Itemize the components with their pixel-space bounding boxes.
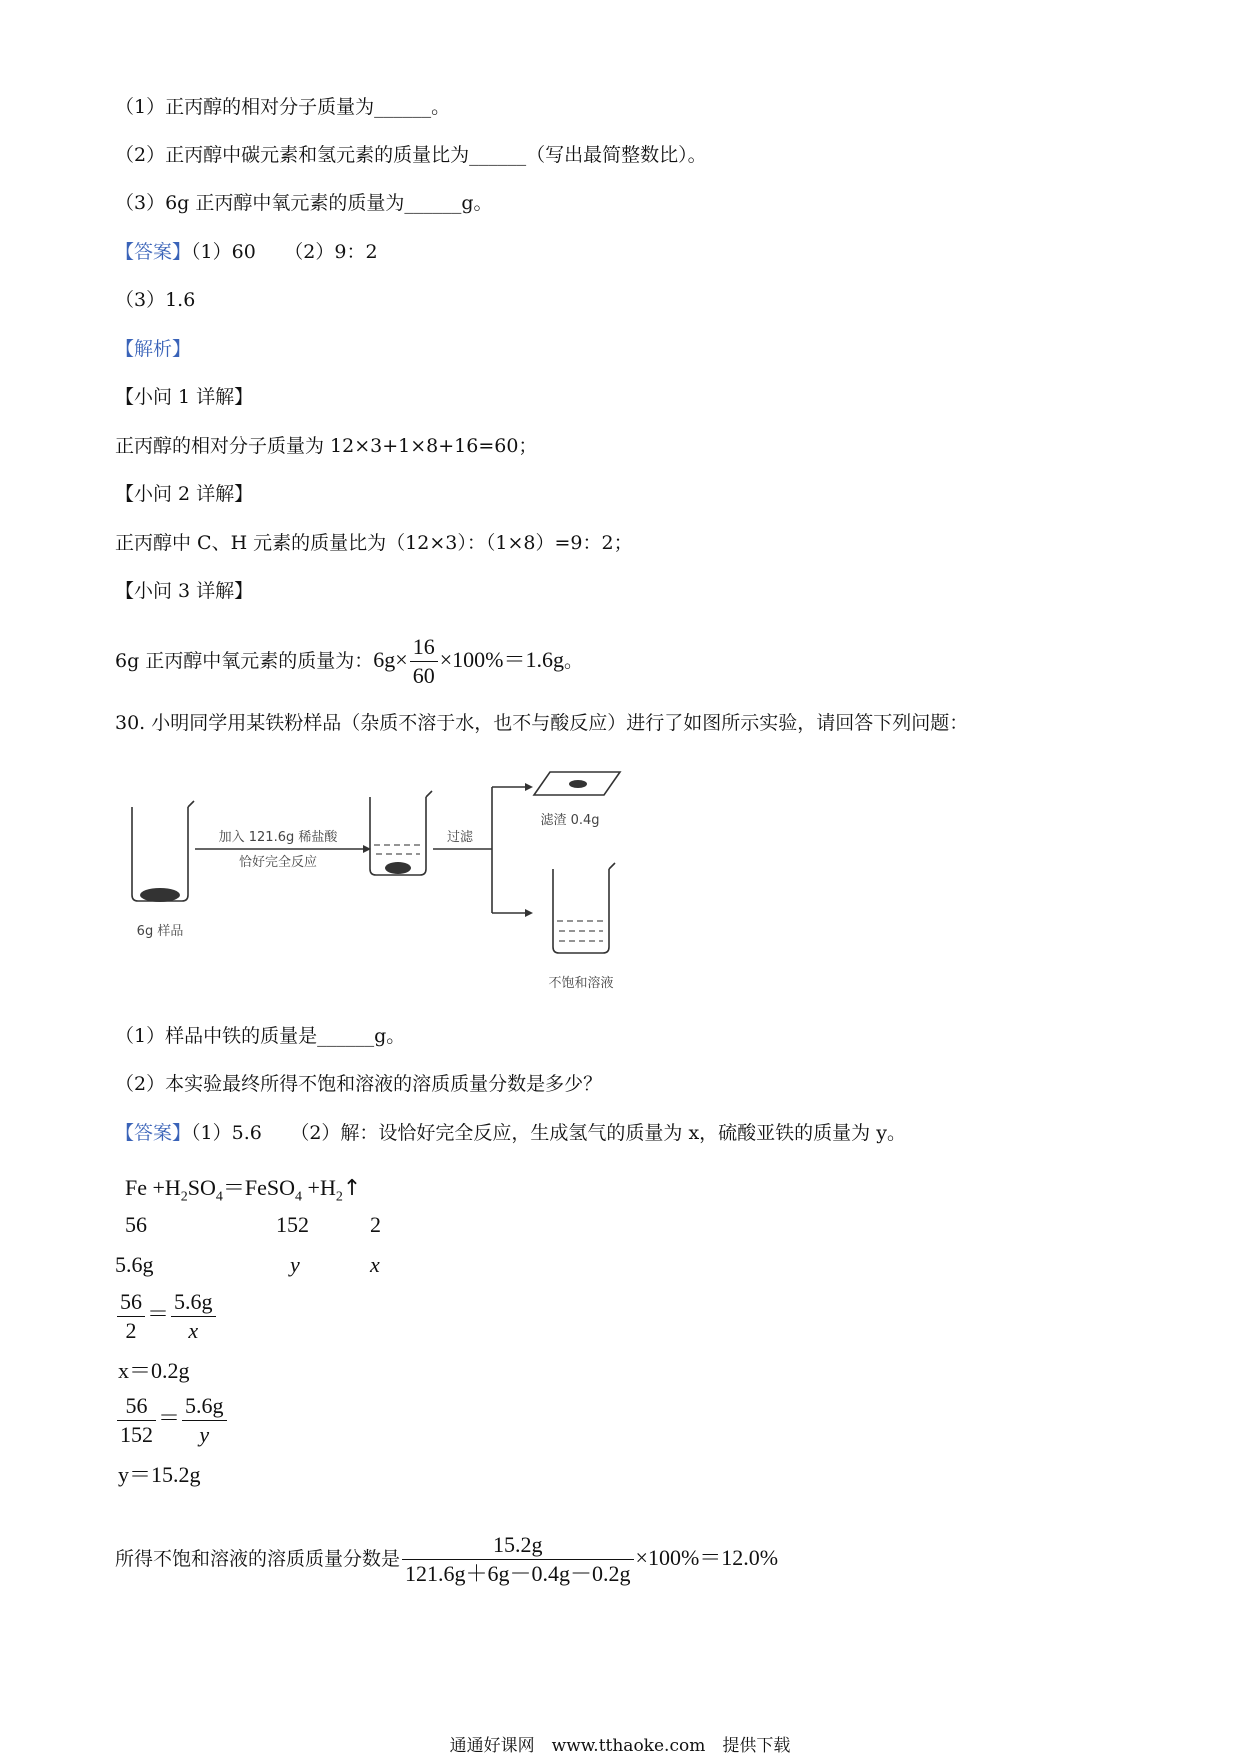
residue-in-beaker	[385, 862, 411, 874]
eq-h2: +H	[307, 1175, 336, 1200]
experiment-diagram	[120, 765, 700, 995]
answer-tag: 【答案】	[115, 1122, 192, 1144]
solution-label: 不饱和溶液	[548, 976, 614, 991]
denominator: y	[199, 1422, 210, 1447]
q30-part1: （1）样品中铁的质量是______g。	[115, 1025, 406, 1047]
numerator: 56	[117, 1288, 145, 1317]
sub3-body	[115, 630, 583, 691]
proportion-x: $\frac{56}{2}$ ＝ $\frac{5.6g}{x}$	[115, 1288, 218, 1345]
ratio-152: 152	[276, 1212, 309, 1237]
fraction	[171, 1288, 216, 1345]
q29-part2: （2）正丙醇中碳元素和氢元素的质量比为______（写出最简整数比）。	[115, 144, 707, 166]
var-y: y	[290, 1252, 300, 1277]
liquid-lines	[374, 845, 605, 941]
arrow-up-head	[525, 783, 533, 791]
eq-sub: 4	[215, 1189, 223, 1205]
answer-text: （1）5.6 （2）解：设恰好完全反应，生成氢气的质量为 x，硫酸亚铁的质量为 y。	[191, 1122, 906, 1144]
sub3-m1: 6g×	[373, 647, 408, 672]
q29-part1: （1）正丙醇的相对分子质量为______。	[115, 96, 451, 118]
sub3-prefix: 6g 正丙醇中氧元素的质量为：	[115, 650, 374, 672]
sub2-title: 【小问 2 详解】	[115, 483, 254, 505]
denominator: 152	[120, 1422, 153, 1447]
sub3-title: 【小问 3 详解】	[115, 580, 254, 602]
proportion-y: $\frac{56}{152}$ ＝ $\frac{5.6g}{y}$	[115, 1392, 229, 1449]
sample-label: 6g 样品	[136, 924, 184, 939]
q29-answer	[115, 239, 378, 265]
eq-feso: ＝FeSO	[222, 1175, 296, 1200]
sub3-end: 。	[563, 650, 583, 672]
fraction	[117, 1288, 145, 1345]
answer-text: （1）60 （2）9：2	[191, 241, 378, 263]
y-result: y＝15.2g	[118, 1462, 201, 1487]
fraction	[182, 1392, 227, 1449]
residue-on-filter	[569, 780, 587, 788]
denominator: x	[188, 1318, 199, 1343]
filter-label: 过滤	[446, 830, 474, 845]
sub3-fraction	[410, 633, 438, 690]
numerator: 5.6g	[171, 1288, 216, 1317]
answer-tag: 【答案】	[115, 241, 192, 263]
sub3-m2: ×100%＝1.6g	[439, 647, 564, 672]
final-formula	[400, 1532, 779, 1587]
sub3-numerator: 16	[410, 633, 438, 662]
arrow-down-head	[525, 909, 533, 917]
chemical-equation	[125, 1172, 361, 1213]
fraction	[402, 1531, 634, 1588]
final-result	[115, 1526, 778, 1591]
sub1-body: 正丙醇的相对分子质量为 12×3+1×8+16=60；	[115, 435, 538, 457]
var-x: x	[370, 1252, 380, 1277]
sub2-body: 正丙醇中 C、H 元素的质量比为（12×3）：（1×8）=9：2；	[115, 532, 633, 554]
reaction-beaker-lip	[426, 791, 432, 797]
denominator: 2	[125, 1318, 137, 1343]
residue-label: 滤渣 0.4g	[540, 813, 600, 828]
sub3-denominator: 60	[412, 663, 435, 689]
page-footer: 通通好课网 www.tthaoke.com 提供下载	[449, 1736, 791, 1756]
analysis-tag: 【解析】	[115, 338, 192, 360]
sample-powder	[140, 888, 180, 902]
x-result: x＝0.2g	[118, 1358, 190, 1383]
q29-part3: （3）6g 正丙醇中氧元素的质量为______g。	[115, 192, 493, 214]
eq-so: SO	[187, 1175, 216, 1200]
given-fe: 5.6g	[115, 1252, 154, 1277]
numerator: 15.2g	[402, 1531, 634, 1560]
q30-part2: （2）本实验最终所得不饱和溶液的溶质质量分数是多少？	[115, 1073, 603, 1095]
arrow1-label-1: 加入 121.6g 稀盐酸	[218, 830, 338, 845]
numerator: 56	[117, 1392, 156, 1421]
sample-beaker	[132, 807, 188, 901]
sample-beaker-lip	[188, 801, 194, 807]
ratio-56: 56	[125, 1212, 147, 1237]
final-tail: ×100%＝12.0%	[635, 1545, 779, 1570]
solution-beaker-lip	[609, 863, 615, 869]
numerator: 5.6g	[182, 1392, 227, 1421]
arrow1-label-2: 恰好完全反应	[238, 855, 318, 870]
denominator: 121.6g＋6g－0.4g－0.2g	[405, 1561, 631, 1587]
sub1-title: 【小问 1 详解】	[115, 386, 254, 408]
q30-answer	[115, 1120, 906, 1146]
eq-sub: 2	[335, 1189, 343, 1205]
eq-sub: 2	[180, 1189, 188, 1205]
eq-h: +H	[152, 1175, 181, 1200]
ratio-2: 2	[370, 1212, 381, 1237]
fraction	[117, 1392, 156, 1449]
eq-fe: Fe	[125, 1175, 147, 1200]
sub3-formula	[373, 634, 564, 689]
up-arrow-icon: ↑	[342, 1176, 362, 1201]
eq-sub: 4	[295, 1189, 303, 1205]
q30-stem: 30. 小明同学用某铁粉样品（杂质不溶于水，也不与酸反应）进行了如图所示实验，请回答下列问题：	[115, 712, 969, 734]
final-prefix: 所得不饱和溶液的溶质质量分数是	[115, 1548, 401, 1570]
q29-answer3: （3）1.6	[115, 289, 196, 311]
